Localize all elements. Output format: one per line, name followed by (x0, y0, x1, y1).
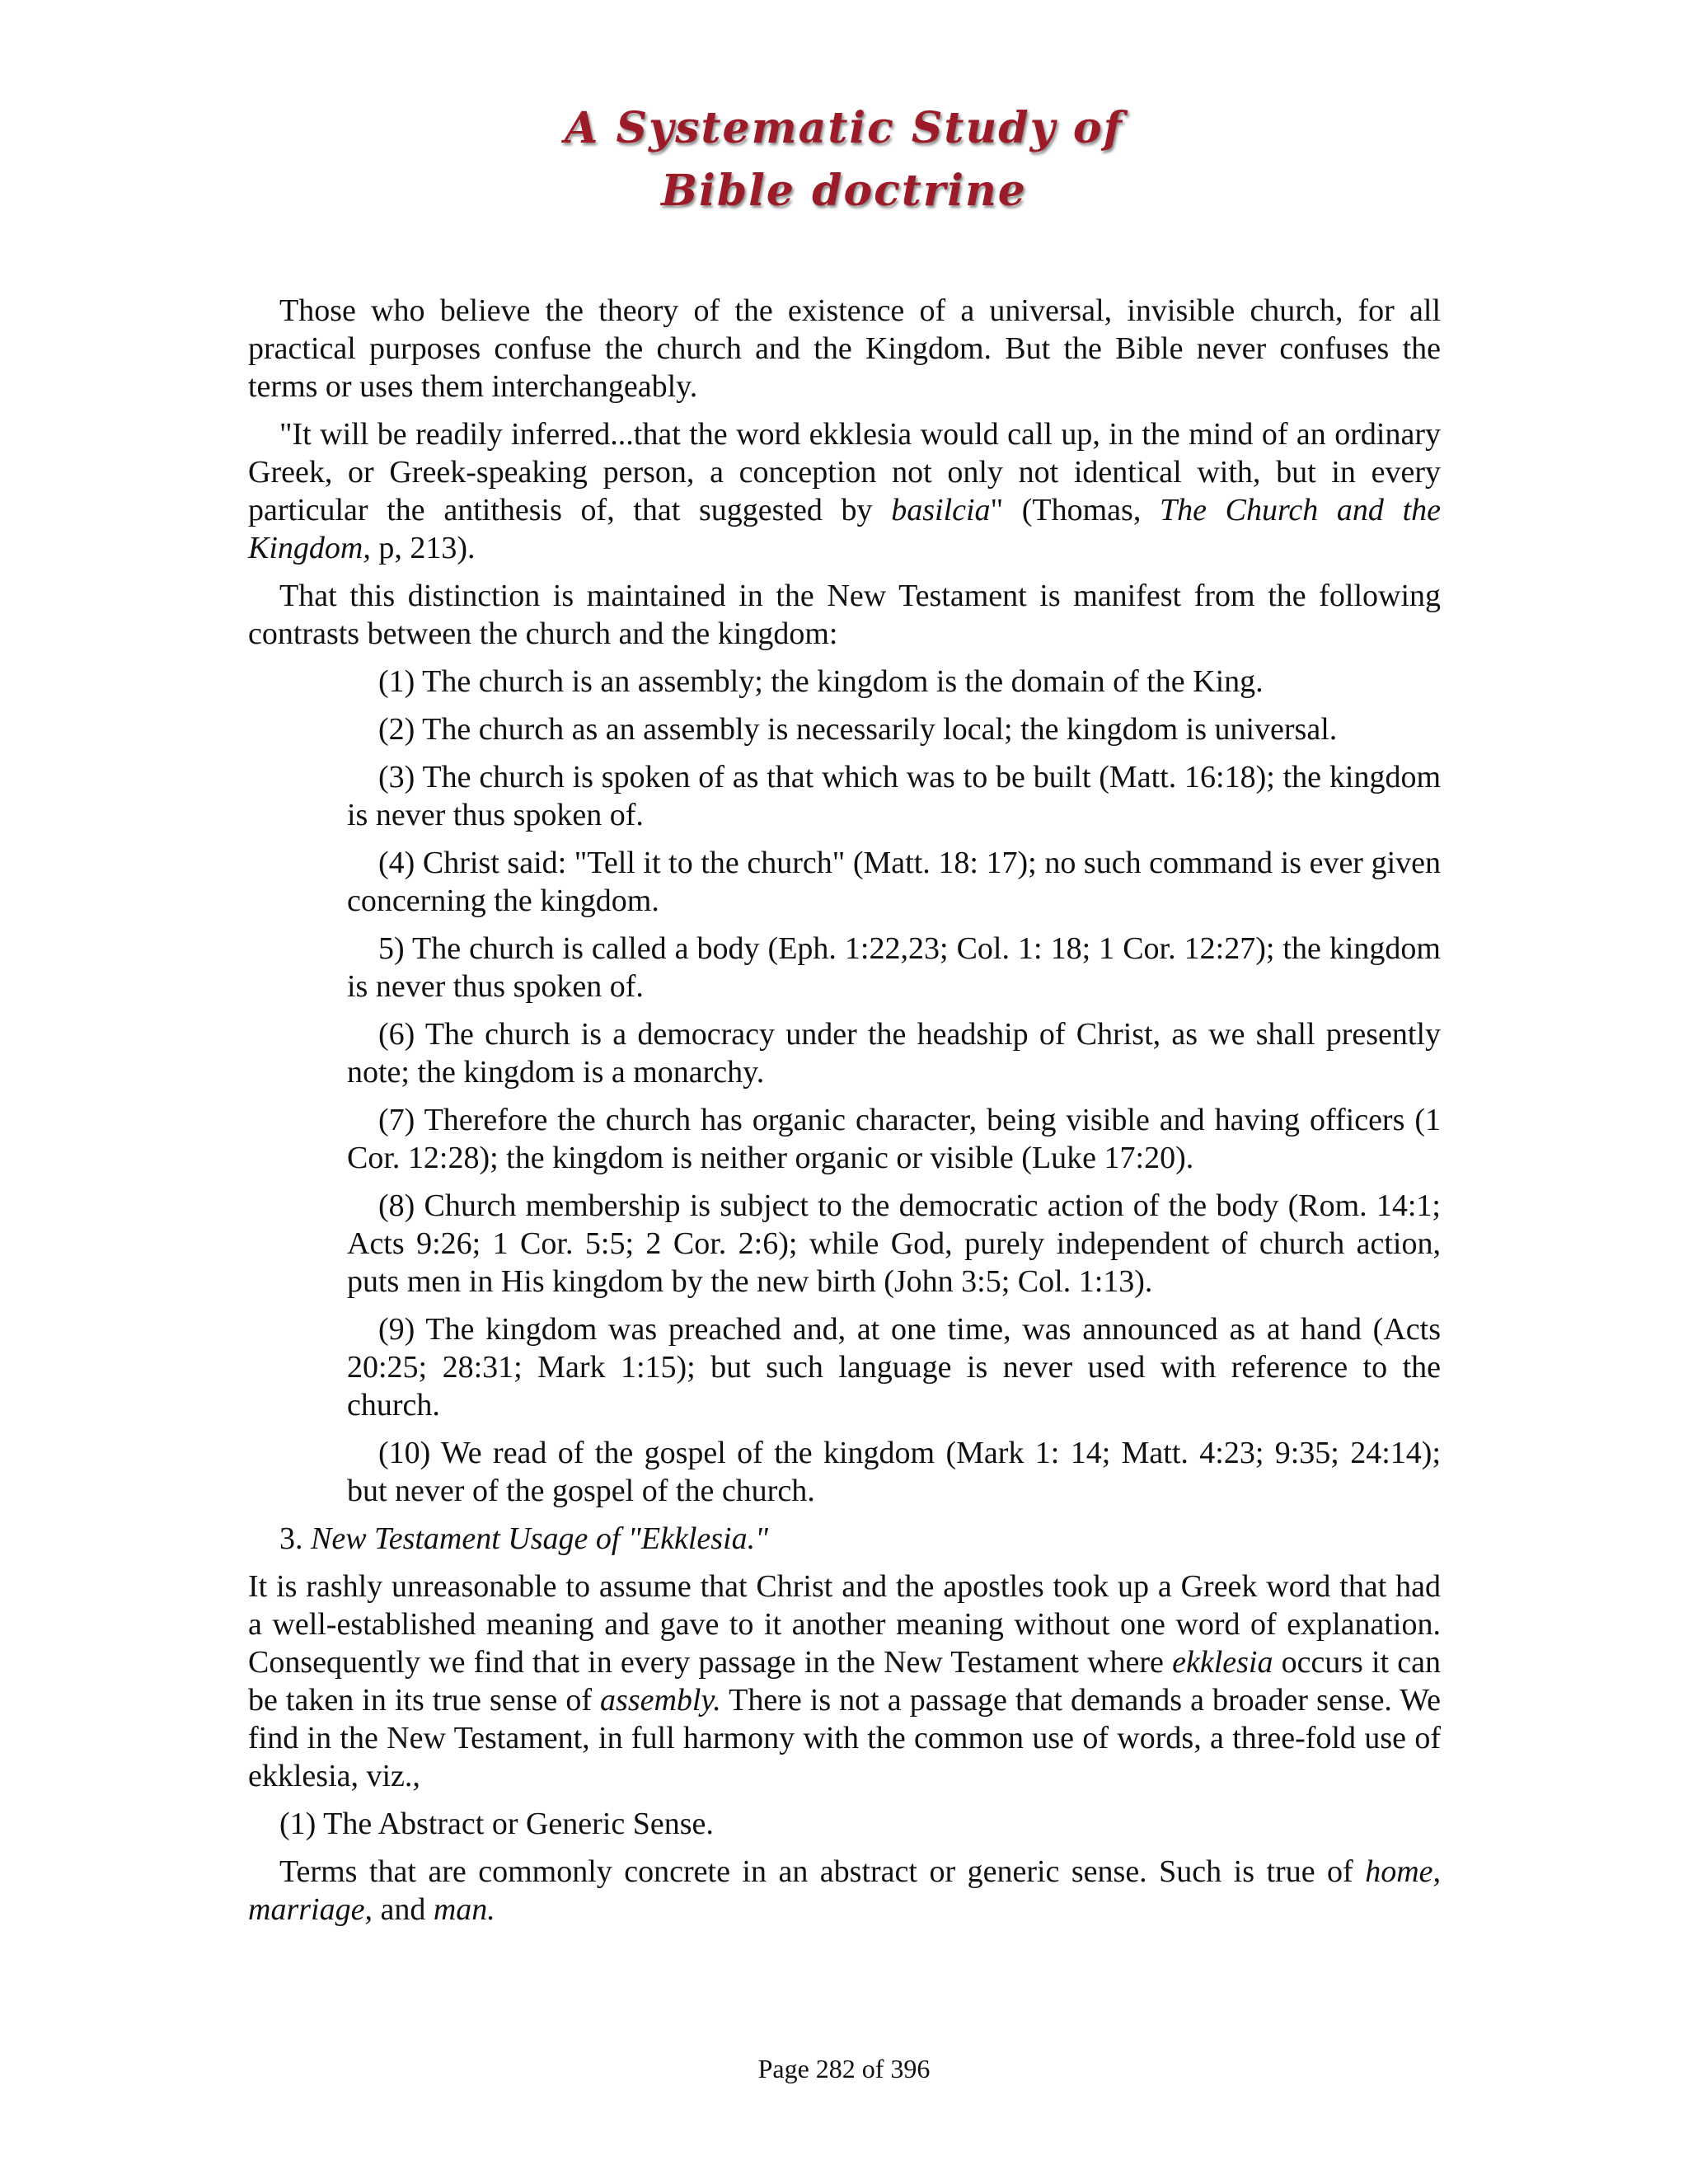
usage-text-end: There is not a passage that demands a broader sense. We find in the New Testament, in full harmony with the common use of words, a three-fold use of ekklesia, viz., (248, 1683, 1441, 1793)
subheading-abstract-sense: (1) The Abstract or Generic Sense. (279, 1807, 714, 1841)
quote-text: "It will be readily inferred...that the word ekklesia would call up, in the mind of an ordinary Greek, or Greek-speaking person, a conception not only not identical with, but in every particular the antithesis of, that suggested by (248, 417, 1441, 527)
list-item: 5) The church is called a body (Eph. 1:22,23; Col. 1: 18; 1 Cor. 12:27); the kingdom is never thus spoken of. (347, 931, 1441, 1004)
paragraph-ekklesia-usage (248, 1568, 1441, 1795)
page-body (248, 292, 1441, 1938)
quote-citation-page: p, 213). (370, 531, 476, 565)
conjunction-and: and (372, 1892, 434, 1927)
list-item: (7) Therefore the church has organic character, being visible and having officers (1 Cor. 12:28); the kingdom is neither organic or visible (Luke 17:20). (347, 1103, 1441, 1175)
usage-text: It is rashly unreasonable to assume that Christ and the apostles took up a Greek word that had a well-established meaning and gave to it another meaning without one word of explanation. Consequently we find that in every passage in the New Testament where (248, 1569, 1441, 1680)
list-item: (3) The church is spoken of as that which was to be built (Matt. 16:18); the kingdom is never thus spoken of. (347, 760, 1441, 832)
section-title: New Testament Usage of "Ekklesia." (311, 1521, 769, 1556)
list-item: (4) Christ said: "Tell it to the church" (Matt. 18: 17); no such command is ever given concerning the kingdom. (347, 846, 1441, 918)
page-number: Page 282 of 396 (757, 2054, 931, 2083)
list-item: (8) Church membership is subject to the democratic action of the body (Rom. 14:1; Acts 9:26; 1 Cor. 5:5; 2 Cor. 2:6); while God, purely independent of church action, puts men in His kingdom by the new birth (John 3:5; Col. 1:13). (347, 1188, 1441, 1299)
paragraph-quotation (248, 415, 1441, 567)
list-item: (6) The church is a democracy under the headship of Christ, as we shall presently note; the kingdom is a monarchy. (347, 1017, 1441, 1090)
list-item: (2) The church as an assembly is necessarily local; the kingdom is universal. (378, 712, 1338, 747)
term-man: man. (433, 1892, 495, 1927)
book-title-logo (0, 97, 1688, 223)
section-number: 3. (279, 1521, 311, 1556)
logo-title-line-2: Bible doctrine (661, 166, 1027, 216)
quote-source-title: The Church and the Kingdom, (248, 493, 1442, 565)
term-ekklesia: ekklesia (1172, 1645, 1273, 1680)
list-item: (1) The church is an assembly; the kingdom is the domain of the King. (378, 664, 1264, 699)
paragraph-universal-church: Those who believe the theory of the existence of a universal, invisible church, for all practical purposes confuse the church and the Kingdom. But the Bible never confuses the terms or uses them interchangeably. (248, 293, 1441, 404)
list-item: (9) The kingdom was preached and, at one time, was announced as at hand (Acts 20:25; 28:31; Mark 1:15); but such language is never used with reference to the church. (347, 1312, 1441, 1422)
quote-citation-open: " (Thomas, (990, 493, 1160, 527)
logo-title-line-1: A Systematic Study of (565, 103, 1123, 153)
list-item: (10) We read of the gospel of the kingdom (Mark 1: 14; Matt. 4:23; 9:35; 24:14); but never of the gospel of the church. (347, 1436, 1441, 1508)
usage-text-continued: occurs it can be taken in its true sense of (248, 1645, 1441, 1718)
term-assembly: assembly. (600, 1683, 721, 1718)
quote-term: basilcia (891, 493, 991, 527)
section-heading (248, 1520, 1441, 1558)
paragraph-abstract-terms (248, 1853, 1441, 1929)
abstract-text: Terms that are commonly concrete in an abstract or generic sense. Such is true of (279, 1854, 1366, 1889)
term-home-marriage: home, marriage, (248, 1854, 1441, 1927)
paragraph-contrasts-intro: That this distinction is maintained in the New Testament is manifest from the following contrasts between the church and the kingdom: (248, 579, 1441, 651)
